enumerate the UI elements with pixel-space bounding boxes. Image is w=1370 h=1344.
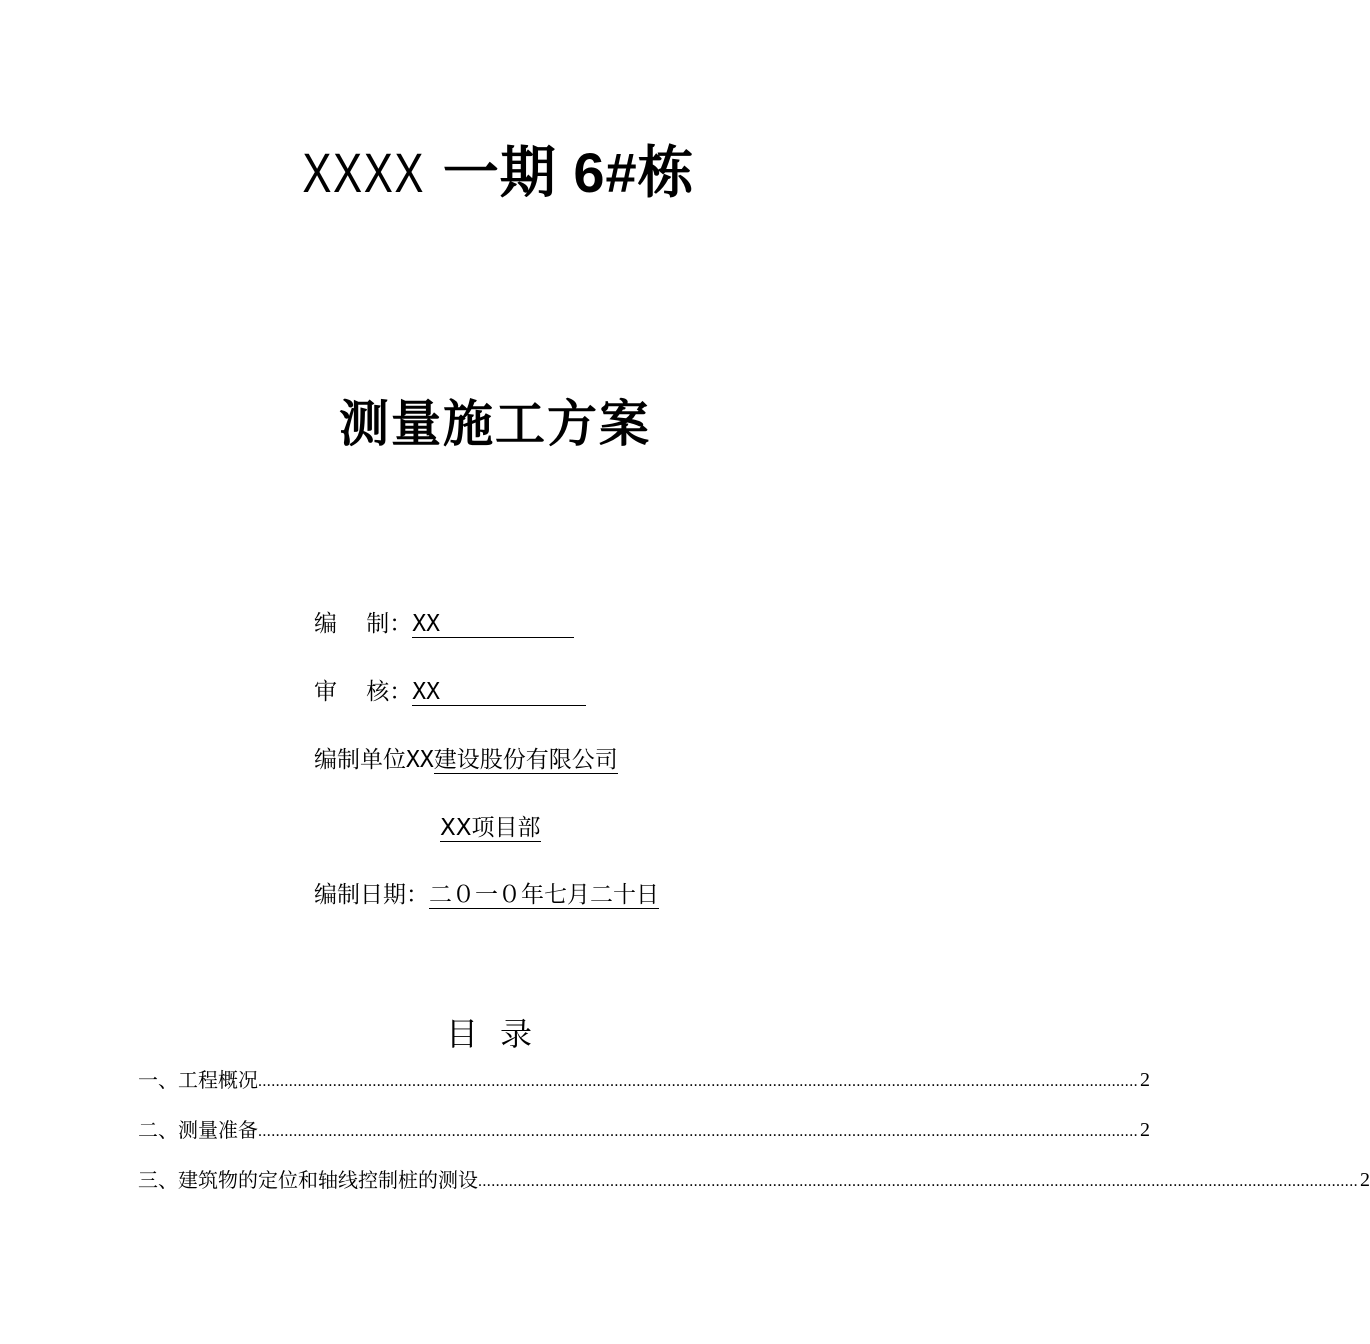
date-label: 编制日期： (314, 882, 429, 908)
toc-entry-text: 三、建筑物的定位和轴线控制桩的测设 (138, 1168, 478, 1192)
department-value: XX项目部 (440, 815, 541, 841)
toc-entry-page: 2 (1140, 1119, 1150, 1141)
unit-prefix: XX (406, 747, 434, 773)
reviewer-line (314, 676, 586, 708)
department-line (440, 812, 541, 844)
reviewer-value: XX (412, 679, 586, 706)
compiler-label: 编 制： (314, 611, 413, 637)
toc-entry-page: 2 (1360, 1169, 1370, 1191)
toc-leader-dots: ........................................................................................................................................................................................................ (478, 1173, 1358, 1190)
compiler-line (314, 608, 574, 640)
unit-label: 编制单位 (314, 747, 406, 773)
toc-entry[interactable] (138, 1064, 1150, 1094)
project-title-latin: XXXX (302, 141, 426, 204)
project-title (0, 138, 980, 208)
reviewer-label: 审 核： (314, 679, 413, 705)
unit-value: 建设股份有限公司 (433, 747, 618, 773)
toc-entry-page: 2 (1140, 1069, 1150, 1091)
compiler-value: XX (412, 611, 574, 638)
toc-entry-text: 一、工程概况 (138, 1068, 258, 1092)
toc-leader-dots: ........................................................................................................................................................................................................ (258, 1073, 1138, 1090)
toc-entry[interactable] (138, 1114, 1150, 1144)
project-title-cn: 一期 6#栋 (442, 141, 695, 204)
toc-entry-text: 二、测量准备 (138, 1118, 258, 1142)
document-subtitle: 测量施工方案 (339, 395, 651, 453)
toc-leader-dots: ........................................................................................................................................................................................................ (258, 1123, 1138, 1140)
toc-heading: 目录 (445, 1015, 554, 1053)
date-line (314, 879, 659, 911)
unit-line (314, 744, 618, 776)
date-value: 二０一０年七月二十日 (429, 882, 659, 908)
toc-entry[interactable] (138, 1164, 1370, 1194)
